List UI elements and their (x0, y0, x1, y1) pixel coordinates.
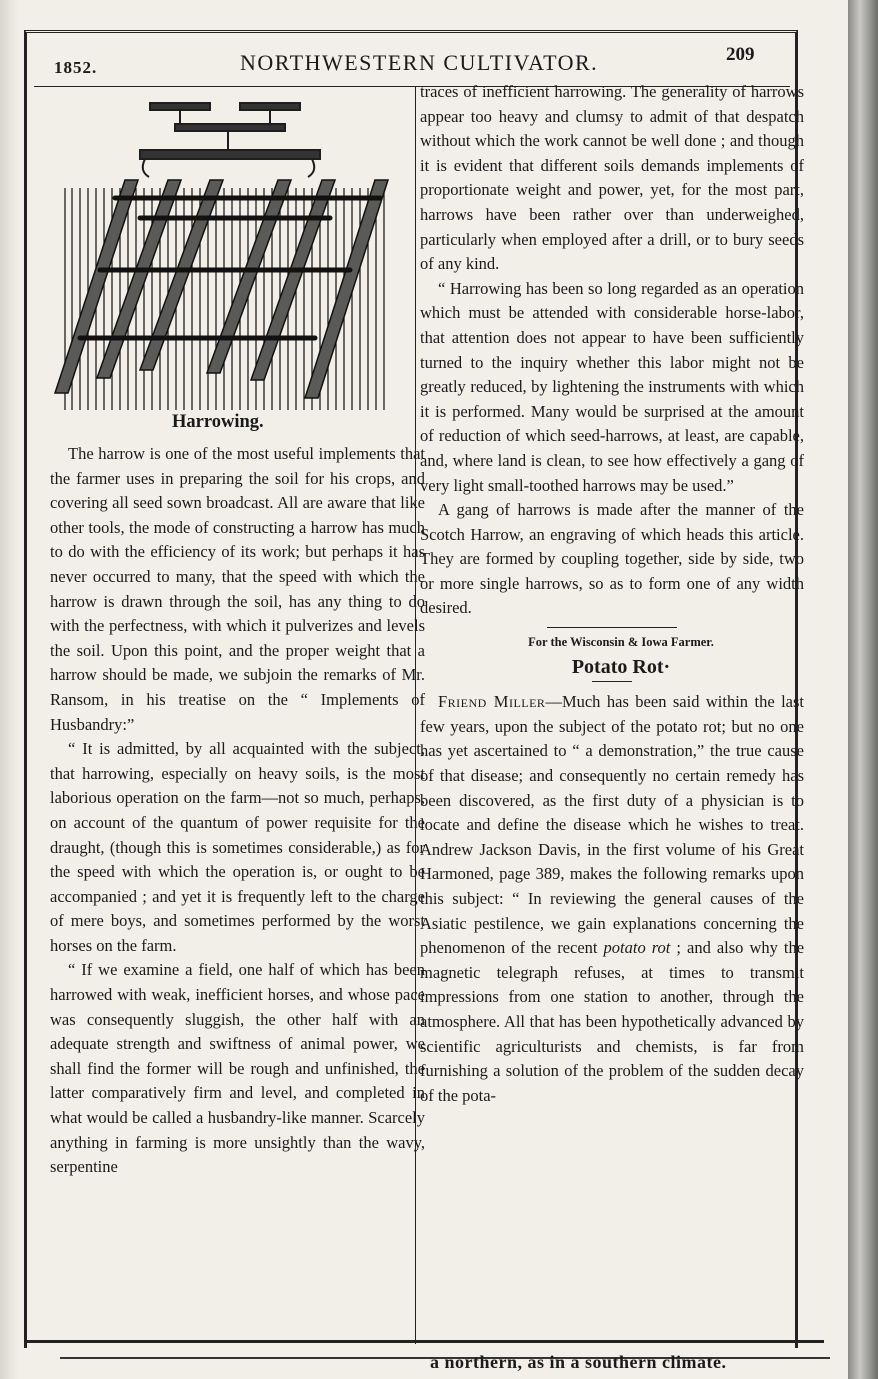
left-column (50, 442, 425, 1180)
page-header (50, 44, 790, 78)
harrowing-paragraph-1: The harrow is one of the most useful implements that the farmer uses in preparing the soil for his crops, and covering all seed sown broadcast. All are aware that like other tools, the mode of constructing a harrow has much to do with the efficiency of its work; but perhaps it has never occurred to many, that the speed with which the harrow is drawn through the soil, has any thing to do with the perfectness, with which it pulverizes and levels the soil. Upon this point, and the proper weight that a harrow should be made, we subjoin the remarks of Mr. Ransom, in his treatise on the “ Implements of Husbandry:” (50, 444, 425, 734)
cut-off-next-line: a northern, as in a southern climate. (430, 1352, 727, 1372)
article-source: For the Wisconsin & Iowa Farmer. (528, 635, 714, 650)
potato-rot-italic: potato rot (603, 938, 671, 958)
header-year: 1852. (54, 58, 98, 77)
harrowing-continued-1: traces of inefficient harrowing. The generality of harrows appear too heavy and clumsy to admit of that despatch without which the work cannot be well done ; and though it is evident that different soils demands implements of proportionate weight and power, yet, for the most part, harrows have been rather over than underweighed, particularly when employed after a drill, or to bury seeds of any kind. (420, 82, 804, 274)
scan-binding-strip (848, 0, 878, 1379)
right-column (420, 80, 804, 1108)
harrow-engraving (50, 98, 395, 410)
harrowing-paragraph-3: “ If we examine a field, one half of which has been harrowed with weak, inefficient horses, and whose pace was consequently sluggish, the other half with an adequate strength and swiftness of animal power, we shall find the former will be rough and unfinished, the latter comparatively firm and level, and completed in what would be called a husbandry-like manner. Scarcely anything in farming is more unsightly than the wavy, serpentine (50, 960, 425, 1177)
potato-rot-paragraph (420, 690, 804, 1108)
header-page-number: 209 (726, 44, 755, 65)
title-rule (592, 681, 632, 682)
header-title: NORTHWESTERN CULTIVATOR. (240, 50, 599, 75)
potato-rot-text-end: ; and also why the magnetic telegraph refuses, at times to transmit impressions from one station to another, through the atmosphere. All that has been hypothetically advanced by scientific agriculturists and chemists, is far from furnishing a solution of the problem of the sudden decay of the pota- (420, 938, 805, 1105)
harrowing-title: Harrowing. (172, 412, 264, 432)
page-left-edge (0, 0, 18, 1379)
potato-rot-title: Potato Rot· (571, 655, 671, 678)
harrowing-continued-2: “ Harrowing has been so long regarded as an operation which must be attended with considerable horse-labor, that attention does not appear to have been sufficiently turned to the inquiry whether this labor might not be greatly reduced, by lightening the instruments with which it is performed. Many would be surprised at the amount of reduction of which seed-harrows, at least, are capable, and, where land is clean, to see how effectively a gang of very light small-toothed harrows may be used.” (420, 278, 804, 495)
article-separator (547, 627, 677, 628)
bottom-rule (24, 1340, 824, 1343)
potato-rot-text: —Much has been said within the last few years, upon the subject of the potato rot; but no one has yet ascertained to “ a demonstration,” the true cause of that disease; and consequently no certain remedy has been discovered, as the first duty of a physician is to locate and define the disease which he wishes to treat. Andrew Jackson Davis, in the first volume of his Great Harmoned, page 389, makes the following remarks upon this subject: “ In reviewing the general causes of the Asiatic pestilence, we gain explanations concerning the phenomenon of the recent (420, 692, 804, 958)
salutation: Friend Miller (438, 692, 546, 712)
harrowing-continued-3: A gang of harrows is made after the manner of the Scotch Harrow, an engraving of which heads this article. They are formed by coupling together, side by side, two or more single harrows, so as to form one of any width desired. (420, 500, 804, 618)
harrowing-paragraph-2: “ It is admitted, by all acquainted with the subject, that harrowing, especially on heavy soils, is the most laborious operation on the farm—not so much, perhaps, on account of the quantum of power requisite for the draught, (though this is sometimes considerable,) as for the speed with which the operation is, or ought to be accompanied ; and yet it is frequently left to the charge of mere boys, and sometimes performed by the worst horses on the farm. (50, 739, 425, 955)
